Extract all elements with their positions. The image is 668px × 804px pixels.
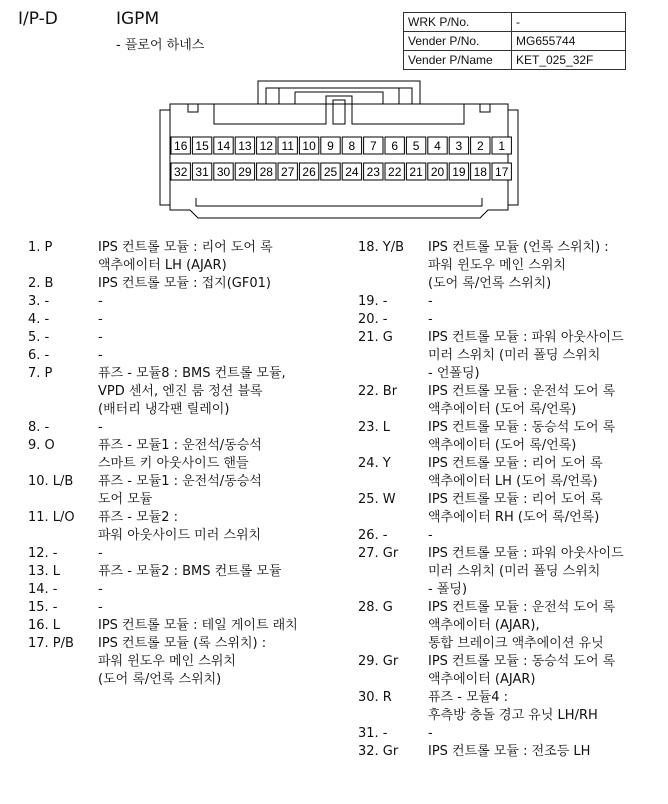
pin-number: 4 (434, 139, 441, 153)
pin-description-line: IPS 컨트롤 모듈 : 운전석 도어 록 (428, 384, 616, 399)
info-key: Vender P/No. (404, 32, 512, 51)
pin-description-line: - (98, 582, 103, 597)
pin-id: 26. - (358, 528, 388, 543)
pin-description-line: IPS 컨트롤 모듈 : 운전석 도어 록 (428, 600, 616, 615)
component-name: IGPM (116, 9, 160, 29)
pin-description-line: - 폴딩) (428, 582, 468, 597)
pin-description-line: 퓨즈 - 모듈2 : BMS 컨트롤 모듈 (98, 564, 282, 579)
pin-description-line: - (428, 528, 433, 543)
connector-code: I/P-D (18, 9, 58, 29)
pin-entry (28, 437, 346, 473)
pin-entry (28, 545, 346, 563)
pin-description-line: - (428, 312, 433, 327)
pin-number: 2 (476, 139, 484, 153)
pin-entry (28, 365, 346, 419)
pin-entry (28, 635, 346, 689)
pin-entry (28, 347, 346, 365)
pin-id: 8. - (28, 420, 50, 435)
pin-id: 15. - (28, 600, 58, 615)
pin-description-line: 퓨즈 - 모듈1 : 운전석/동승석 (98, 474, 262, 489)
pin-description-line: - 언폴딩) (428, 366, 480, 381)
pin-description-line: 액추에이터 RH (도어 록/언록) (428, 510, 600, 525)
pin-description-line: 퓨즈 - 모듈8 : BMS 컨트롤 모듈, (98, 366, 286, 381)
pin-description-line: 스마트 키 아웃사이드 핸들 (98, 456, 249, 471)
pin-description-line: 통합 브레이크 액추에이션 유닛 (428, 636, 604, 651)
pin-description-line: 파워 아웃사이드 미러 스위치 (98, 528, 262, 543)
pin-description (98, 239, 346, 275)
pin-number: 20 (430, 165, 445, 179)
pin-number: 32 (174, 165, 188, 179)
pin-id: 17. P/B (28, 636, 74, 651)
pin-id: 9. O (28, 438, 55, 453)
pin-number: 21 (409, 165, 423, 179)
pin-description-line: VPD 센서, 엔진 룸 정션 블록 (98, 384, 263, 399)
pin-description-line: IPS 컨트롤 모듈 (록 스위치) : (98, 636, 267, 651)
pin-number: 18 (473, 165, 487, 179)
pin-number: 27 (281, 165, 295, 179)
pin-description (428, 491, 663, 527)
pin-id: 21. G (358, 330, 393, 345)
pin-description-line: IPS 컨트롤 모듈 : 리어 도어 록 (428, 456, 603, 471)
pin-description (428, 689, 663, 725)
pin-description-line: 액추에이터 LH (도어 록/언록) (428, 474, 598, 489)
pin-description-line: 액추에이터 LH (AJAR) (98, 258, 227, 273)
pin-description (98, 275, 346, 293)
pin-description-line: - (428, 726, 433, 741)
pin-description (428, 329, 663, 383)
pin-id: 14. - (28, 582, 58, 597)
pin-description-line: IPS 컨트롤 모듈 (언록 스위치) : (428, 240, 609, 255)
pin-id: 3. - (28, 294, 50, 309)
pin-description-line: 후측방 충돌 경고 유닛 LH/RH (428, 708, 598, 723)
pin-id: 23. L (358, 420, 391, 435)
info-value: KET_025_32F (512, 51, 626, 70)
pin-description-line: 미러 스위치 (미러 폴딩 스위치 (428, 564, 601, 579)
pin-entry (358, 311, 663, 329)
pin-id: 31. - (358, 726, 388, 741)
pin-number: 25 (323, 165, 338, 179)
pin-description-line: 퓨즈 - 모듈4 : (428, 690, 508, 705)
harness-subtitle: - 플로어 하네스 (116, 38, 205, 53)
pin-description (428, 527, 663, 545)
pin-description-line: - (98, 420, 103, 435)
pin-description (98, 311, 346, 329)
pin-description-line: 파워 윈도우 메인 스위치 (428, 258, 566, 273)
pin-entry (28, 509, 346, 545)
pin-id: 2. B (28, 276, 54, 291)
info-key: Vender P/Name (404, 51, 512, 70)
pin-number: 6 (391, 139, 399, 153)
pin-id: 4. - (28, 312, 50, 327)
pin-id: 20. - (358, 312, 388, 327)
pin-description (98, 545, 346, 563)
pin-description (428, 743, 663, 761)
pin-entry (28, 239, 346, 275)
pin-number: 29 (238, 165, 252, 179)
pin-description (98, 293, 346, 311)
pin-id: 5. - (28, 330, 50, 345)
pin-description-line: 액추에이터 (AJAR) (428, 672, 536, 687)
pin-description-line: 도어 모듈 (98, 492, 153, 507)
pin-id: 12. - (28, 546, 58, 561)
pin-id: 18. Y/B (358, 240, 405, 255)
pin-entry (28, 473, 346, 509)
pin-number: 5 (412, 139, 420, 153)
pin-description (98, 563, 346, 581)
pin-entry (358, 743, 663, 761)
pin-number: 31 (195, 165, 209, 179)
pin-description-line: 액추에이터 (도어 록/언록) (428, 438, 577, 453)
pin-number: 11 (281, 139, 294, 153)
pin-description-line: (도어 록/언록 스위치) (98, 672, 222, 687)
pin-number: 12 (259, 139, 273, 153)
pin-description (98, 365, 346, 419)
pin-id: 22. Br (358, 384, 398, 399)
info-value: MG655744 (512, 32, 626, 51)
pin-description (428, 725, 663, 743)
pin-description (428, 383, 663, 419)
pin-description-line: IPS 컨트롤 모듈 : 리어 도어 록 (98, 240, 273, 255)
pin-list-left (28, 239, 346, 689)
pin-description (98, 329, 346, 347)
connector-pin-row-bottom (171, 163, 511, 180)
info-value: - (512, 13, 626, 32)
pin-description-line: (도어 록/언록 스위치) (428, 276, 552, 291)
pin-id: 29. Gr (358, 654, 399, 669)
info-key: WRK P/No. (404, 13, 512, 32)
pin-entry (358, 455, 663, 491)
pin-entry (358, 329, 663, 383)
pin-description-line: 액추에이터 (AJAR), (428, 618, 540, 633)
pin-id: 30. R (358, 690, 392, 705)
pin-id: 25. W (358, 492, 396, 507)
pin-number: 30 (216, 165, 231, 179)
pin-entry (358, 527, 663, 545)
pin-description-line: (배터리 냉각팬 릴레이) (98, 402, 230, 417)
pin-entry (358, 599, 663, 653)
pin-number: 7 (369, 139, 377, 153)
pin-number: 22 (388, 165, 402, 179)
pin-description (428, 419, 663, 455)
pin-number: 16 (174, 139, 188, 153)
pin-description-line: IPS 컨트롤 모듈 : 접지(GF01) (98, 276, 271, 291)
pin-entry (358, 491, 663, 527)
pin-entry (28, 293, 346, 311)
pin-list-right (358, 239, 663, 761)
pin-description (98, 473, 346, 509)
pin-description-line: IPS 컨트롤 모듈 : 동승석 도어 록 (428, 654, 616, 669)
pin-description-line: - (98, 330, 103, 345)
pin-description-line: - (98, 546, 103, 561)
pin-entry (358, 419, 663, 455)
pin-entry (28, 599, 346, 617)
pin-description (98, 419, 346, 437)
pin-number: 10 (302, 139, 316, 153)
pin-description (98, 635, 346, 689)
pin-id: 11. L/O (28, 510, 75, 525)
pin-description-line: IPS 컨트롤 모듈 : 파워 아웃사이드 (428, 330, 624, 345)
pin-description-line: 퓨즈 - 모듈2 : (98, 510, 178, 525)
pin-description (428, 599, 663, 653)
pin-description-line: IPS 컨트롤 모듈 : 동승석 도어 록 (428, 420, 616, 435)
pin-description-line: - (428, 294, 433, 309)
pin-number: 24 (345, 165, 359, 179)
pin-description-line: 미러 스위치 (미러 폴딩 스위치 (428, 348, 601, 363)
pin-description (98, 509, 346, 545)
pin-entry (28, 311, 346, 329)
pin-description (98, 437, 346, 473)
pin-id: 24. Y (358, 456, 391, 471)
pin-description-line: - (98, 348, 103, 363)
pin-description-line: - (98, 312, 103, 327)
pin-number: 14 (216, 139, 231, 153)
pin-number: 13 (238, 139, 252, 153)
pin-description (428, 455, 663, 491)
pin-description (98, 581, 346, 599)
connector-pin-row-top (171, 137, 511, 154)
pin-id: 1. P (28, 240, 53, 255)
pin-entry (28, 617, 346, 635)
pin-id: 32. Gr (358, 744, 399, 759)
pin-entry (358, 653, 663, 689)
pin-number: 26 (302, 165, 316, 179)
pin-entry (358, 383, 663, 419)
pin-description (98, 347, 346, 365)
pin-number: 28 (259, 165, 273, 179)
pin-id: 7. P (28, 366, 53, 381)
pin-number: 1 (498, 139, 506, 153)
pin-description (428, 545, 663, 599)
pin-description (428, 653, 663, 689)
pin-number: 17 (495, 165, 509, 179)
pin-number: 15 (195, 139, 209, 153)
pin-description (428, 293, 663, 311)
pin-entry (358, 293, 663, 311)
pin-description-line: - (98, 600, 103, 615)
pin-description (98, 617, 346, 635)
pin-description-line: IPS 컨트롤 모듈 : 리어 도어 록 (428, 492, 603, 507)
pin-description-line: IPS 컨트롤 모듈 : 파워 아웃사이드 (428, 546, 624, 561)
pin-description (428, 239, 663, 293)
pin-entry (358, 725, 663, 743)
pin-entry (358, 689, 663, 725)
pin-entry (28, 581, 346, 599)
pin-description-line: 파워 윈도우 메인 스위치 (98, 654, 236, 669)
pin-id: 13. L (28, 564, 61, 579)
pin-entry (28, 275, 346, 293)
pin-id: 27. Gr (358, 546, 399, 561)
pin-id: 10. L/B (28, 474, 74, 489)
pin-description-line: 퓨즈 - 모듈1 : 운전석/동승석 (98, 438, 262, 453)
pin-description (428, 311, 663, 329)
pin-id: 16. L (28, 618, 61, 633)
pin-number: 23 (366, 165, 380, 179)
pin-entry (28, 329, 346, 347)
pin-description-line: 액추에이터 (도어 록/언록) (428, 402, 577, 417)
pin-entry (28, 419, 346, 437)
pin-number: 9 (327, 139, 334, 153)
pin-description-line: - (98, 294, 103, 309)
pin-number: 19 (452, 165, 466, 179)
pin-id: 19. - (358, 294, 388, 309)
pin-id: 6. - (28, 348, 50, 363)
pin-entry (358, 545, 663, 599)
pin-entry (358, 239, 663, 293)
pin-description (98, 599, 346, 617)
pin-number: 8 (348, 139, 356, 153)
pin-description-line: IPS 컨트롤 모듈 : 테일 게이트 래치 (98, 618, 298, 633)
pin-number: 3 (455, 139, 463, 153)
pin-id: 28. G (358, 600, 393, 615)
pin-description-line: IPS 컨트롤 모듈 : 전조등 LH (428, 744, 591, 759)
connector-diagram (0, 0, 668, 235)
pin-entry (28, 563, 346, 581)
